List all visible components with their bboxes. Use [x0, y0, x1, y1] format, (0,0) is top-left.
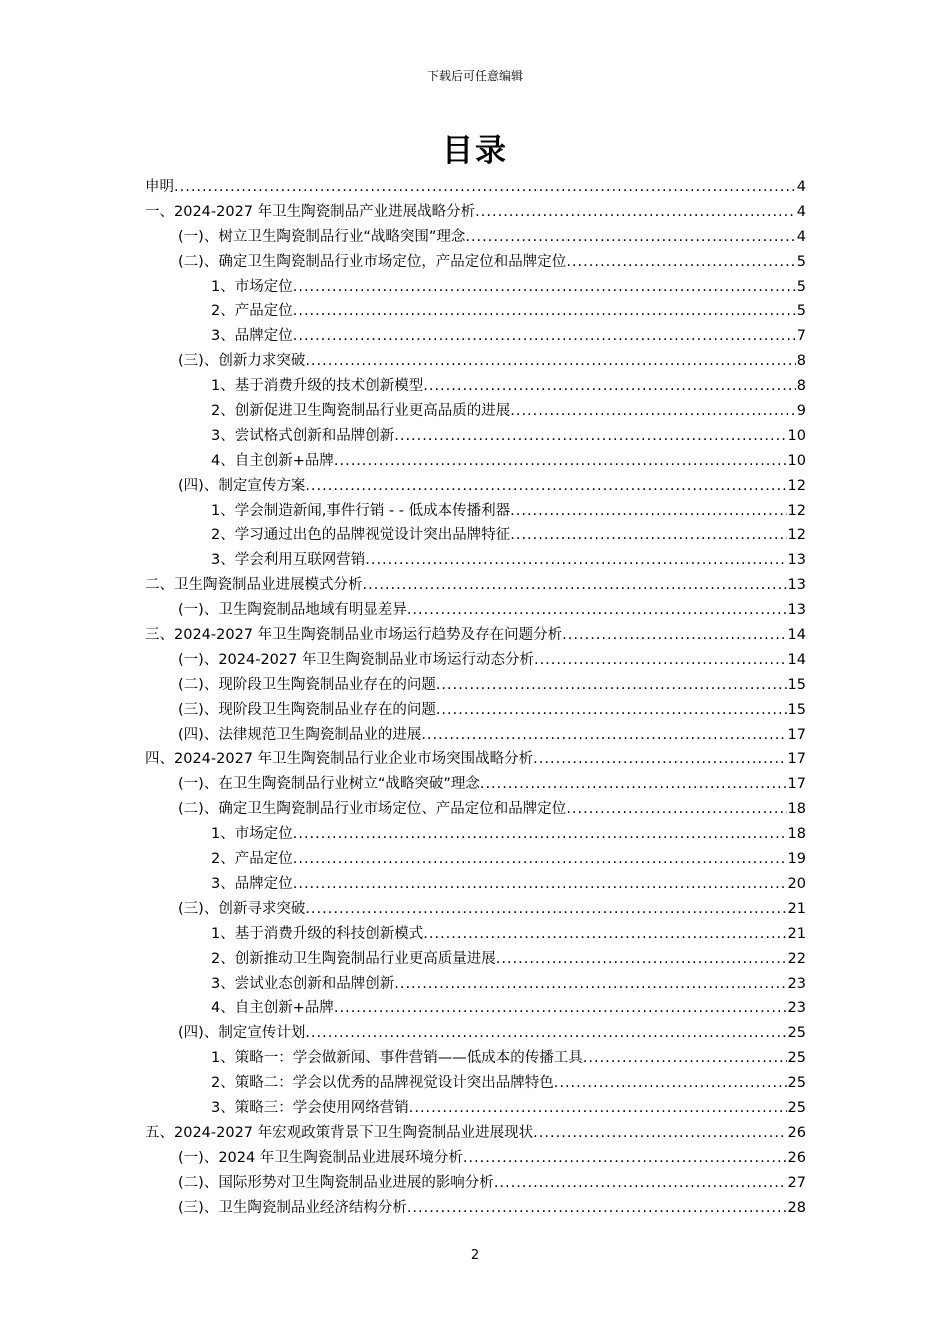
- toc-entry-title: 2、产品定位: [211, 851, 293, 868]
- toc-dot-leader: [496, 947, 787, 972]
- toc-entry-page: 13: [787, 602, 806, 619]
- toc-dot-leader: [566, 797, 786, 822]
- toc-dot-leader: [510, 523, 786, 548]
- toc-dot-leader: [510, 399, 796, 424]
- toc-entry-page: 14: [787, 651, 806, 668]
- table-of-contents: [145, 175, 806, 1220]
- toc-dot-leader: [334, 449, 787, 474]
- header-note: 下载后可任意编辑: [426, 69, 523, 83]
- toc-dot-leader: [305, 1021, 786, 1046]
- toc-entry-title: 3、品牌定位: [211, 328, 293, 345]
- toc-entry-page: 17: [787, 726, 806, 743]
- toc-entry-title: (二)、国际形势对卫生陶瓷制品业进展的影响分析: [178, 1174, 494, 1191]
- toc-entry-page: 12: [787, 527, 806, 544]
- toc-entry[interactable]: [145, 523, 806, 548]
- toc-dot-leader: [305, 474, 786, 499]
- toc-entry[interactable]: [145, 673, 806, 698]
- toc-entry[interactable]: [145, 947, 806, 972]
- toc-entry-title: (二)、确定卫生陶瓷制品行业市场定位，产品定位和品牌定位: [178, 253, 567, 270]
- toc-entry-page: 5: [796, 303, 806, 320]
- toc-entry[interactable]: [145, 648, 806, 673]
- toc-entry[interactable]: [145, 449, 806, 474]
- toc-entry[interactable]: [145, 548, 806, 573]
- toc-dot-leader: [465, 225, 795, 250]
- toc-entry[interactable]: [145, 623, 806, 648]
- toc-entry-title: (一)、2024-2027 年卫生陶瓷制品业市场运行动态分析: [178, 651, 534, 668]
- toc-entry-title: 二、卫生陶瓷制品业进展模式分析: [145, 577, 363, 594]
- toc-entry[interactable]: [145, 175, 806, 200]
- toc-dot-leader: [436, 673, 787, 698]
- toc-entry[interactable]: [145, 324, 806, 349]
- toc-entry-title: 2、学习通过出色的品牌视觉设计突出品牌特征: [211, 527, 511, 544]
- toc-entry-title: (一)、卫生陶瓷制品地域有明显差异: [178, 602, 407, 619]
- toc-entry-title: 3、品牌定位: [211, 875, 293, 892]
- toc-entry[interactable]: [145, 897, 806, 922]
- toc-dot-leader: [583, 1046, 787, 1071]
- toc-dot-leader: [533, 1121, 786, 1146]
- toc-entry-title: 申明: [145, 179, 174, 195]
- toc-dot-leader: [293, 872, 787, 897]
- toc-dot-leader: [421, 723, 786, 748]
- toc-entry-page: 13: [787, 577, 806, 594]
- toc-dot-leader: [566, 250, 795, 275]
- toc-entry-page: 10: [787, 427, 806, 444]
- toc-entry-page: 12: [787, 502, 806, 519]
- toc-entry-page: 25: [787, 1050, 806, 1067]
- toc-entry[interactable]: [145, 772, 806, 797]
- page-title: 目录: [442, 133, 508, 169]
- toc-entry[interactable]: [145, 474, 806, 499]
- toc-entry-page: 13: [787, 552, 806, 569]
- toc-entry[interactable]: [145, 299, 806, 324]
- toc-entry[interactable]: [145, 1121, 806, 1146]
- toc-entry-page: 17: [787, 751, 806, 768]
- toc-dot-leader: [554, 1071, 787, 1096]
- toc-dot-leader: [510, 499, 786, 524]
- toc-entry-page: 5: [796, 278, 806, 295]
- toc-entry-title: 3、策略三：学会使用网络营销: [211, 1099, 409, 1116]
- toc-entry-page: 23: [787, 1000, 806, 1017]
- toc-entry-title: 1、基于消费升级的技术创新模型: [211, 378, 424, 395]
- toc-dot-leader: [394, 424, 786, 449]
- toc-entry-page: 18: [787, 826, 806, 843]
- toc-entry-title: (二)、现阶段卫生陶瓷制品业存在的问题: [178, 676, 436, 693]
- toc-entry[interactable]: [145, 1146, 806, 1171]
- toc-entry-title: 四、2024-2027 年卫生陶瓷制品行业企业市场突围战略分析: [145, 751, 534, 768]
- toc-dot-leader: [409, 1096, 787, 1121]
- toc-entry[interactable]: [145, 424, 806, 449]
- toc-entry-title: 五、2024-2027 年宏观政策背景下卫生陶瓷制品业进展现状: [145, 1124, 534, 1141]
- toc-entry[interactable]: [145, 797, 806, 822]
- toc-entry-page: 8: [796, 378, 806, 395]
- toc-dot-leader: [293, 299, 796, 324]
- toc-entry[interactable]: [145, 225, 806, 250]
- toc-dot-leader: [436, 698, 787, 723]
- toc-entry-title: (四)、制定宣传计划: [178, 1025, 306, 1042]
- toc-entry-title: (三)、现阶段卫生陶瓷制品业存在的问题: [178, 701, 436, 718]
- toc-dot-leader: [363, 573, 787, 598]
- toc-entry[interactable]: [145, 573, 806, 598]
- toc-entry-page: 21: [787, 900, 806, 917]
- page-number: 2: [470, 1248, 480, 1263]
- toc-entry[interactable]: [145, 1171, 806, 1196]
- toc-entry[interactable]: [145, 698, 806, 723]
- toc-entry[interactable]: [145, 399, 806, 424]
- toc-entry-title: 2、产品定位: [211, 303, 293, 320]
- toc-entry[interactable]: [145, 847, 806, 872]
- toc-dot-leader: [463, 1146, 787, 1171]
- toc-entry-page: 7: [796, 328, 806, 345]
- toc-entry-title: 2、策略二：学会以优秀的品牌视觉设计突出品牌特色: [211, 1075, 554, 1092]
- toc-entry-title: (一)、在卫生陶瓷制品行业树立“战略突破”理念: [178, 776, 480, 793]
- toc-dot-leader: [475, 200, 796, 225]
- toc-dot-leader: [174, 175, 796, 200]
- toc-entry-title: (四)、制定宣传方案: [178, 477, 306, 494]
- toc-entry-page: 26: [787, 1124, 806, 1141]
- toc-dot-leader: [305, 349, 795, 374]
- toc-entry-page: 4: [796, 203, 806, 220]
- toc-entry-title: 1、市场定位: [211, 826, 293, 843]
- toc-entry[interactable]: [145, 1196, 806, 1221]
- toc-entry[interactable]: [145, 922, 806, 947]
- toc-entry-title: 3、尝试业态创新和品牌创新: [211, 975, 395, 992]
- toc-entry-page: 17: [787, 776, 806, 793]
- toc-entry-page: 25: [787, 1099, 806, 1116]
- toc-dot-leader: [562, 623, 786, 648]
- toc-entry[interactable]: [145, 996, 806, 1021]
- toc-entry[interactable]: [145, 250, 806, 275]
- toc-entry-title: 三、2024-2027 年卫生陶瓷制品业市场运行趋势及存在问题分析: [145, 627, 563, 644]
- toc-dot-leader: [423, 922, 786, 947]
- toc-entry-title: 1、基于消费升级的科技创新模式: [211, 925, 424, 942]
- toc-dot-leader: [494, 1171, 787, 1196]
- toc-entry-title: 一、2024-2027 年卫生陶瓷制品产业进展战略分析: [145, 203, 476, 220]
- toc-entry[interactable]: [145, 275, 806, 300]
- toc-entry[interactable]: [145, 598, 806, 623]
- toc-entry-title: (四)、法律规范卫生陶瓷制品业的进展: [178, 726, 422, 743]
- toc-entry-page: 10: [787, 452, 806, 469]
- toc-entry[interactable]: [145, 499, 806, 524]
- toc-entry-title: (一)、树立卫生陶瓷制品行业“战略突围”理念: [178, 228, 466, 245]
- toc-entry-page: 8: [796, 353, 806, 370]
- toc-entry-page: 23: [787, 975, 806, 992]
- toc-entry-page: 25: [787, 1075, 806, 1092]
- toc-entry-title: (三)、创新力求突破: [178, 353, 306, 370]
- toc-entry-page: 25: [787, 1025, 806, 1042]
- toc-entry-page: 4: [796, 179, 806, 195]
- toc-entry-title: (一)、2024 年卫生陶瓷制品业进展环境分析: [178, 1149, 463, 1166]
- toc-entry-page: 14: [787, 627, 806, 644]
- toc-dot-leader: [534, 648, 787, 673]
- toc-entry-page: 9: [796, 403, 806, 420]
- toc-entry-title: 1、市场定位: [211, 278, 293, 295]
- toc-dot-leader: [423, 374, 796, 399]
- toc-entry-page: 27: [787, 1174, 806, 1191]
- toc-entry-page: 21: [787, 925, 806, 942]
- toc-entry[interactable]: [145, 1096, 806, 1121]
- toc-entry[interactable]: [145, 1046, 806, 1071]
- toc-entry-title: (二)、确定卫生陶瓷制品行业市场定位、产品定位和品牌定位: [178, 801, 567, 818]
- toc-entry-title: 3、学会利用互联网营销: [211, 552, 366, 569]
- toc-entry-title: (三)、创新寻求突破: [178, 900, 306, 917]
- toc-entry[interactable]: [145, 872, 806, 897]
- toc-entry[interactable]: [145, 374, 806, 399]
- toc-dot-leader: [365, 548, 786, 573]
- toc-entry-page: 20: [787, 875, 806, 892]
- toc-dot-leader: [334, 996, 787, 1021]
- toc-entry-title: 2、创新促进卫生陶瓷制品行业更高品质的进展: [211, 403, 511, 420]
- toc-dot-leader: [407, 598, 787, 623]
- toc-entry[interactable]: [145, 747, 806, 772]
- toc-entry[interactable]: [145, 349, 806, 374]
- toc-dot-leader: [394, 972, 786, 997]
- toc-entry-page: 4: [796, 228, 806, 245]
- toc-entry-page: 22: [787, 950, 806, 967]
- toc-dot-leader: [293, 275, 796, 300]
- toc-dot-leader: [293, 822, 787, 847]
- toc-entry-page: 19: [787, 851, 806, 868]
- toc-entry[interactable]: [145, 972, 806, 997]
- toc-entry[interactable]: [145, 822, 806, 847]
- toc-dot-leader: [305, 897, 786, 922]
- toc-entry[interactable]: [145, 723, 806, 748]
- toc-entry-page: 5: [796, 253, 806, 270]
- toc-entry-page: 15: [787, 676, 806, 693]
- toc-dot-leader: [533, 747, 786, 772]
- toc-entry-title: (三)、卫生陶瓷制品业经济结构分析: [178, 1199, 407, 1216]
- toc-entry-page: 18: [787, 801, 806, 818]
- toc-entry-page: 12: [787, 477, 806, 494]
- toc-entry[interactable]: [145, 1071, 806, 1096]
- toc-entry-title: 1、策略一：学会做新闻、事件营销——低成本的传播工具: [211, 1050, 583, 1067]
- toc-entry[interactable]: [145, 1021, 806, 1046]
- toc-dot-leader: [480, 772, 787, 797]
- toc-dot-leader: [407, 1196, 787, 1221]
- toc-entry-page: 15: [787, 701, 806, 718]
- toc-dot-leader: [293, 847, 787, 872]
- toc-entry-title: 4、自主创新+品牌: [211, 1000, 334, 1017]
- toc-entry-page: 28: [787, 1199, 806, 1216]
- toc-entry-title: 1、学会制造新闻,事件行销 - - 低成本传播利器: [211, 502, 511, 519]
- toc-dot-leader: [293, 324, 796, 349]
- toc-entry-title: 4、自主创新+品牌: [211, 452, 334, 469]
- toc-entry[interactable]: [145, 200, 806, 225]
- toc-entry-page: 26: [787, 1149, 806, 1166]
- toc-entry-title: 3、尝试格式创新和品牌创新: [211, 427, 395, 444]
- toc-entry-title: 2、创新推动卫生陶瓷制品行业更高质量进展: [211, 950, 496, 967]
